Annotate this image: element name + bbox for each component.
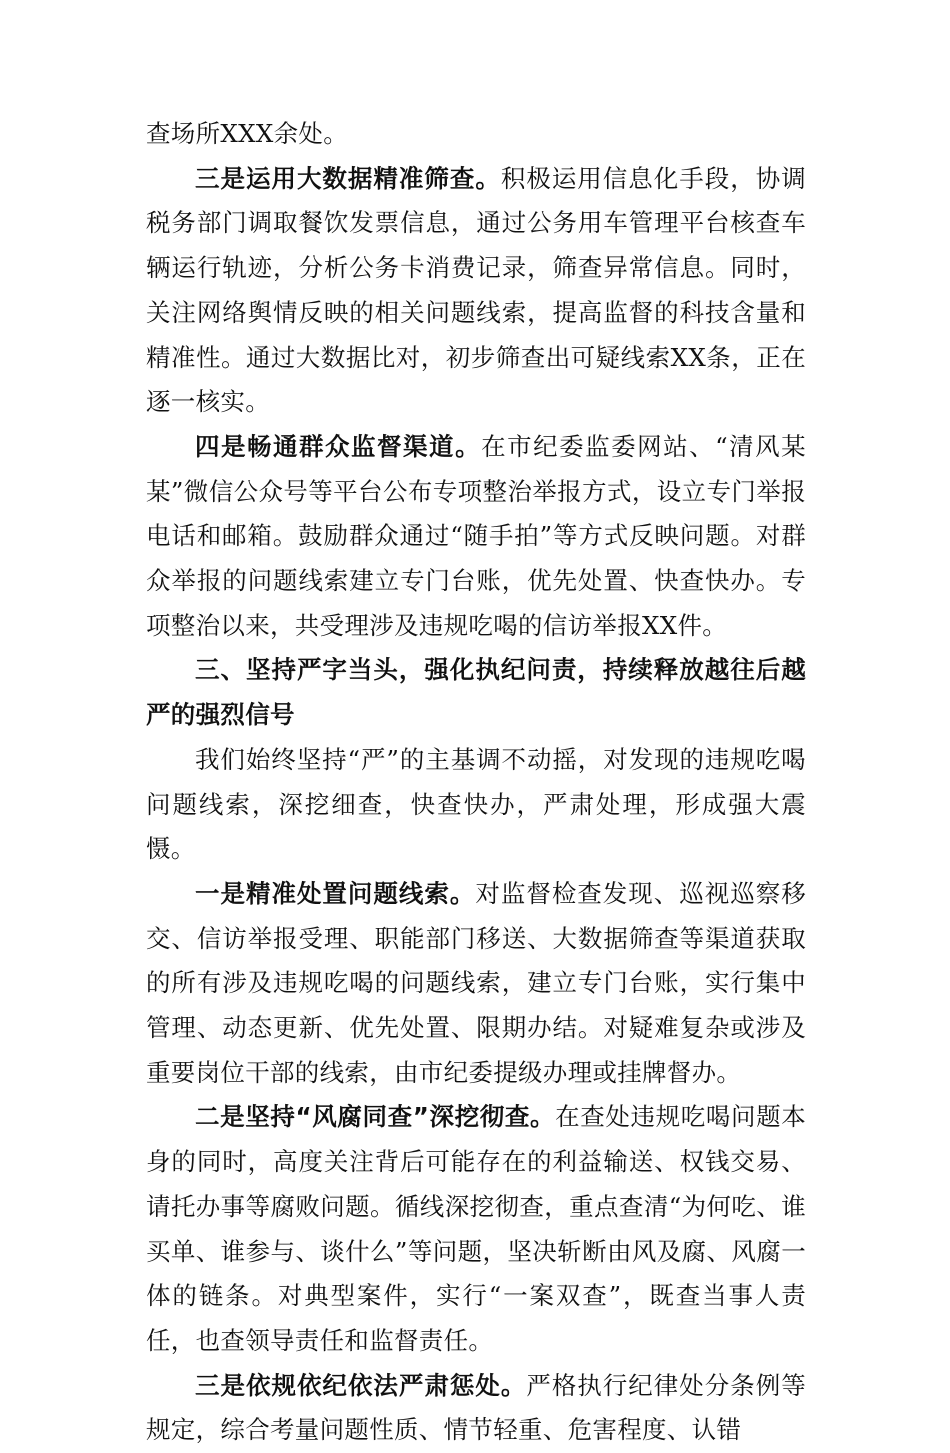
paragraph-lead: 四是畅通群众监督渠道。 — [195, 431, 482, 461]
paragraph-lead: 三是运用大数据精准筛查。 — [195, 163, 501, 193]
paragraph-section-intro — [146, 738, 806, 872]
paragraph-clue-handling — [146, 872, 806, 1096]
paragraph-continuation — [146, 112, 806, 157]
paragraph-strict-punishment — [146, 1364, 806, 1453]
paragraph-text: 在查处违规吃喝问题本身的同时，高度关注背后可能存在的利益输送、权钱交易、请托办事等腐败问题。循线深挖彻查，重点查清“为何吃、谁买单、谁参与、谈什么”等问题，坚决斩断由风及腐、风腐一体的链条。对典型案件，实行“一案双查”，既查当事人责任，也查领导责任和监督责任。 — [146, 1102, 807, 1355]
document-body — [146, 112, 806, 1453]
section-heading: 三、坚持严字当头，强化执纪问责，持续释放越往后越严的强烈信号 — [146, 655, 806, 730]
paragraph-big-data-screening — [146, 157, 806, 425]
paragraph-lead: 三是依规依纪依法严肃惩处。 — [195, 1370, 527, 1400]
paragraph-text: 查场所XXX余处。 — [146, 119, 349, 148]
paragraph-text: 对监督检查发现、巡视巡察移交、信访举报受理、职能部门移送、大数据筛查等渠道获取的所有涉及违规吃喝的问题线索，建立专门台账，实行集中管理、动态更新、优先处置、限期办结。对疑难复杂或涉及重要岗位干部的线索，由市纪委提级办理或挂牌督办。 — [146, 878, 806, 1087]
paragraph-text: 积极运用信息化手段，协调税务部门调取餐饮发票信息，通过公务用车管理平台核查车辆运行轨迹，分析公务卡消费记录，筛查异常信息。同时，关注网络舆情反映的相关问题线索，提高监督的科技含量和精准性。通过大数据比对，初步筛查出可疑线索XX条，正在逐一核实。 — [146, 163, 806, 417]
paragraph-lead: 一是精准处置问题线索。 — [195, 878, 476, 908]
paragraph-text: 我们始终坚持“严”的主基调不动摇，对发现的违规吃喝问题线索，深挖细查，快查快办，严肃处理，形成强大震慑。 — [146, 744, 806, 864]
paragraph-joint-investigation — [146, 1095, 806, 1363]
paragraph-text: 在市纪委监委网站、“清风某某”微信公众号等平台公布专项整治举报方式，设立专门举报电话和邮箱。鼓励群众通过“随手拍”等方式反映问题。对群众举报的问题线索建立专门台账，优先处置、快查快办。专项整治以来，共受理涉及违规吃喝的信访举报XX件。 — [146, 431, 806, 640]
paragraph-public-supervision — [146, 425, 806, 649]
paragraph-text: 严格执行纪律处分条例等规定，综合考量问题性质、情节轻重、危害程度、认错 — [146, 1370, 806, 1445]
paragraph-lead: 二是坚持“风腐同查”深挖彻查。 — [195, 1102, 556, 1132]
